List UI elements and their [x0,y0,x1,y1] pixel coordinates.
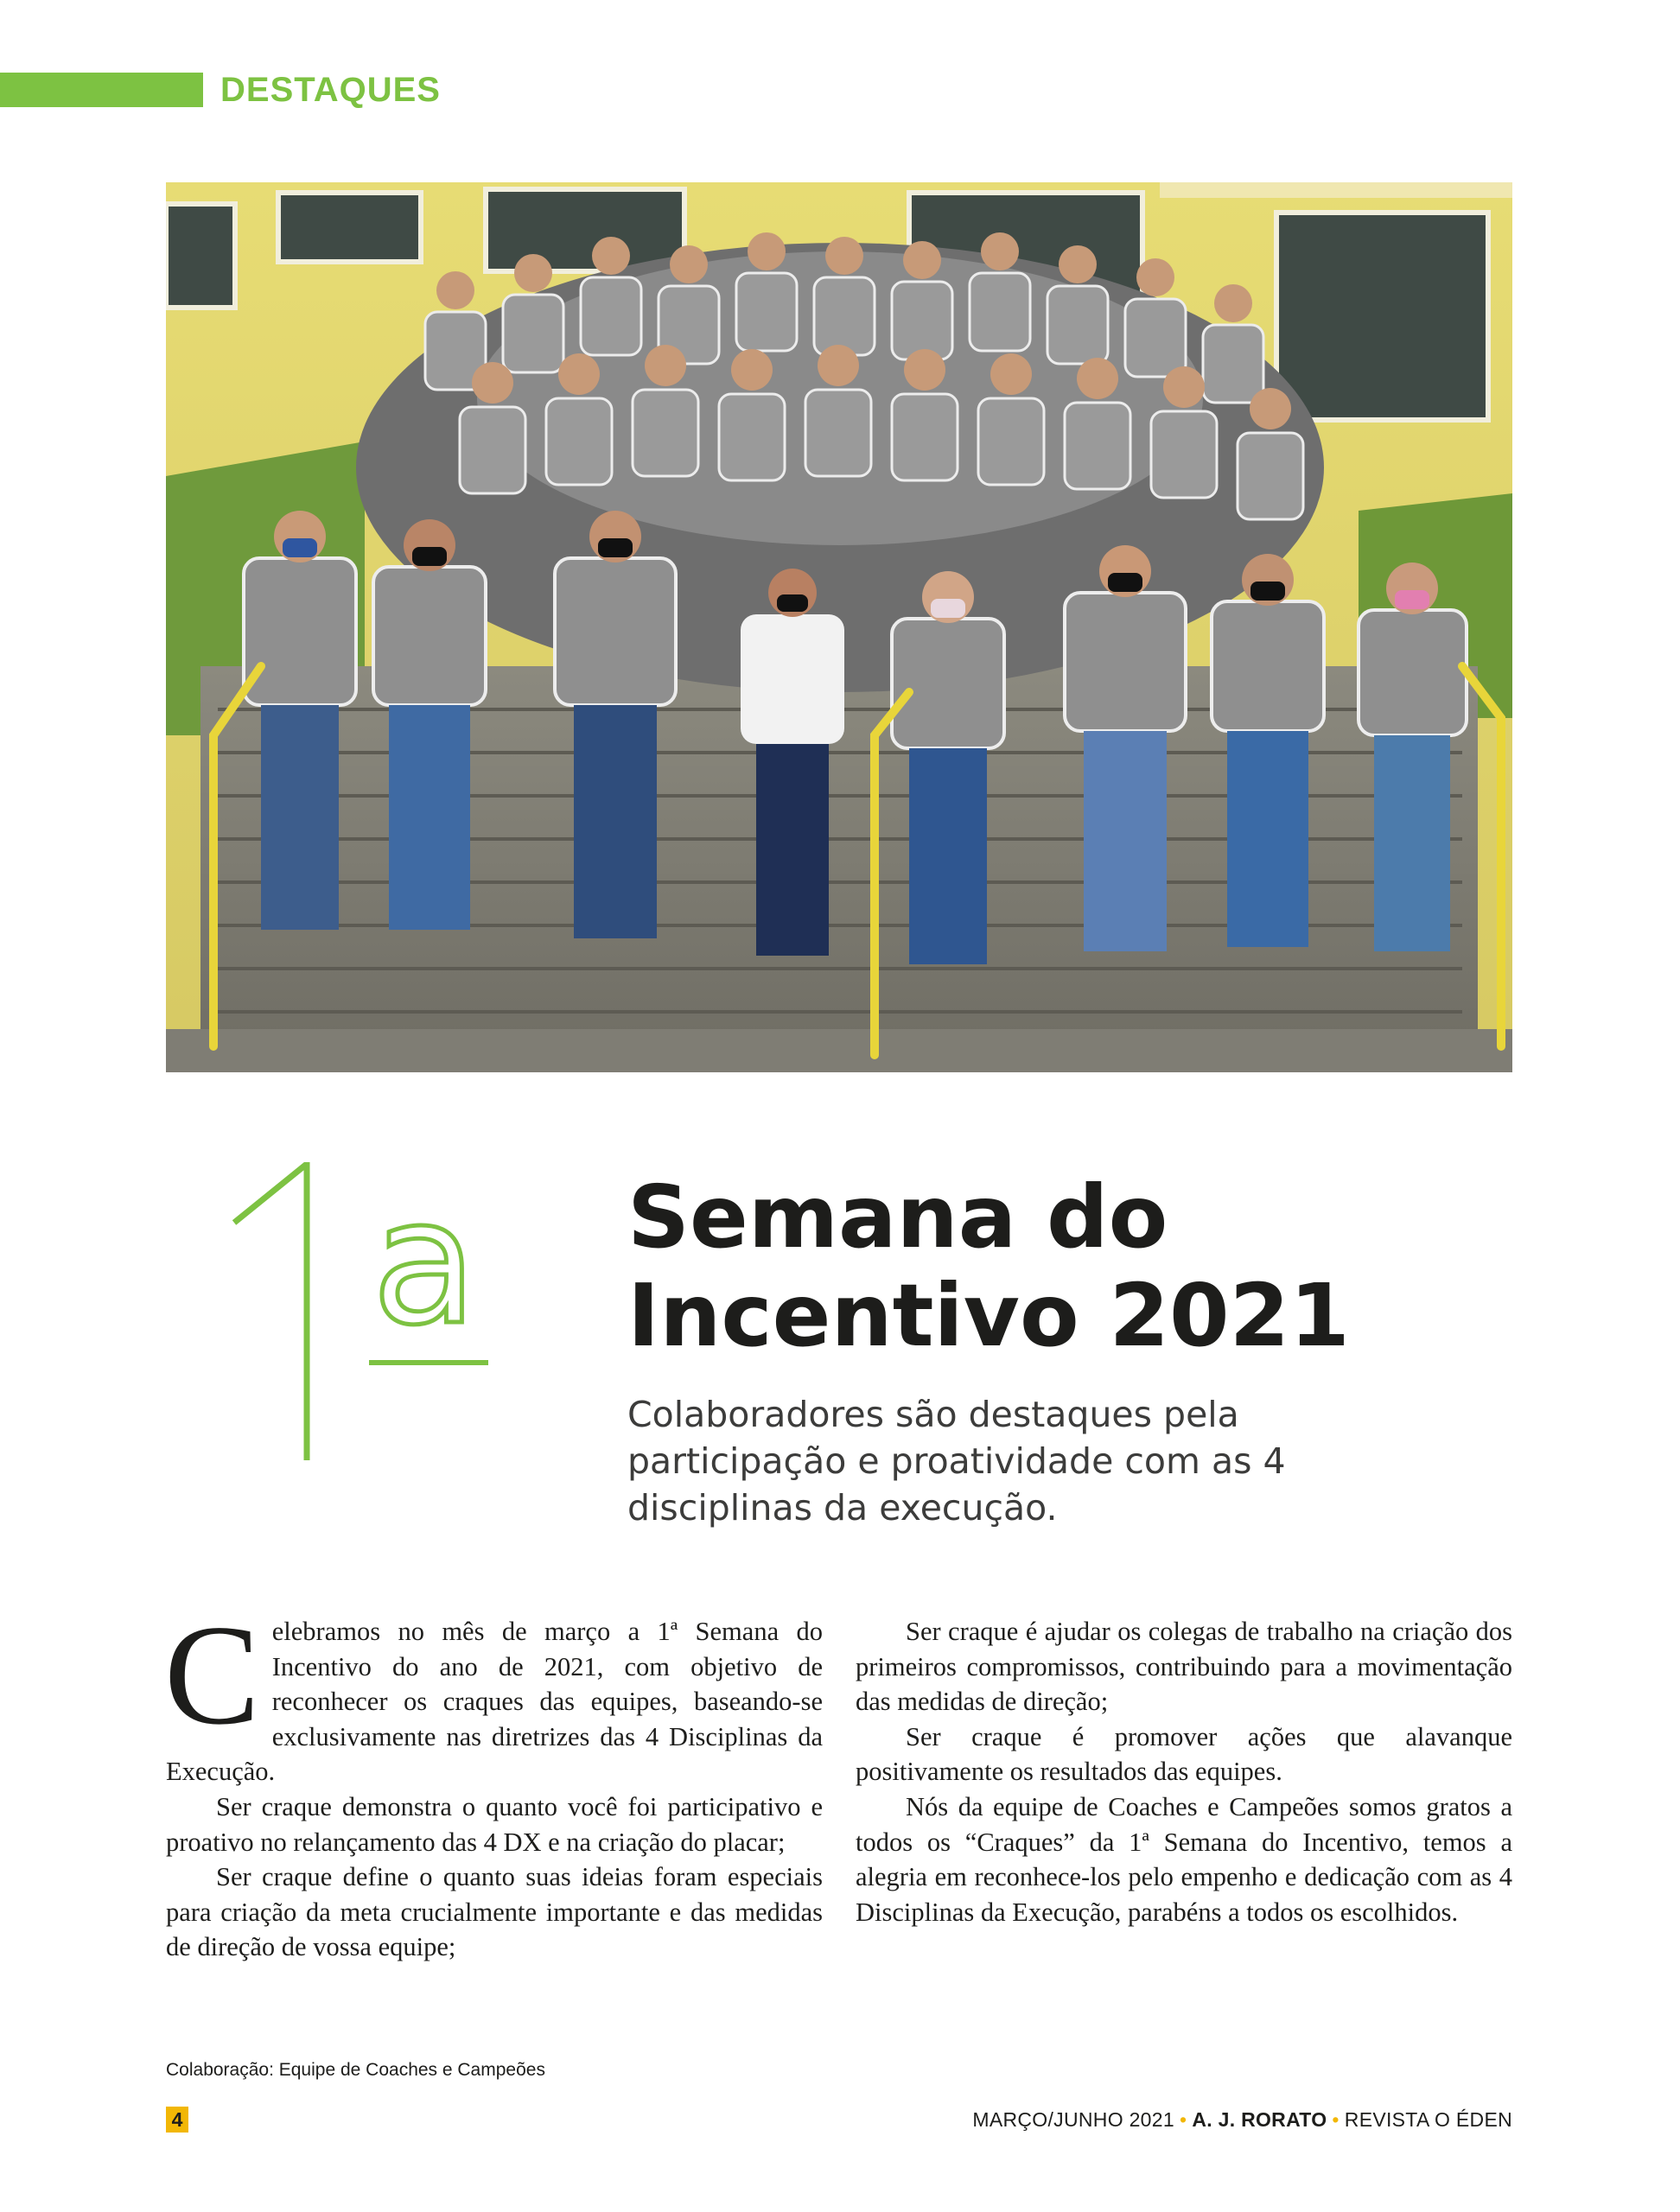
ordinal-suffix: a [372,1162,478,1363]
article-title [627,1168,1492,1365]
group-photo-illustration [166,182,1512,1072]
group-photo [166,182,1512,1072]
ordinal-1a-graphic [220,1162,506,1473]
paragraph: Nós da equipe de Coaches e Campeões somos gratos a todos os “Craques” da 1ª Semana do Incentivo, temos a alegria em reconhece-los pelo empenho e dedicação com as 4 Disciplinas da Execução, parabéns a todos os escolhidos. [856,1791,1512,1927]
paragraph: Ser craque é promover ações que alavanque positivamente os resultados das equipes. [856,1721,1512,1787]
ordinal-graphic [220,1162,506,1473]
article-column-left [164,1595,823,1965]
paragraph: Ser craque define o quanto suas ideias foram especiais para criação da meta crucialmente importante e das medidas de direção de vossa equipe; [166,1862,823,1962]
drop-cap: C [164,1595,260,1754]
footer-date: MARÇO/JUNHO 2021 [972,2108,1174,2131]
article-credit: Colaboração: Equipe de Coaches e Campeões [166,2060,545,2080]
subtitle-line-1: Colaboradores são destaques pela [627,1394,1239,1435]
section-label: DESTAQUES [220,71,441,109]
paragraph: Ser craque demonstra o quanto você foi participativo e proativo no relançamento das 4 DX e na criação do placar; [166,1791,823,1857]
paragraph [164,1595,823,1789]
bullet-icon: • [1179,2108,1187,2131]
title-line-2: Incentivo 2021 [627,1265,1350,1366]
paragraph: Ser craque é ajudar os colegas de trabalho na criação dos primeiros compromissos, contribuindo para a movimentação das medidas de direção; [856,1617,1512,1717]
article-column-right [856,1614,1512,1929]
title-line-1: Semana do [627,1166,1168,1268]
subtitle-line-3: disciplinas da execução. [627,1487,1058,1529]
bullet-icon: • [1332,2108,1340,2131]
paragraph-text: elebramos no mês de março a 1ª Semana do Incentivo do ano de 2021, com objetivo de reconhecer os craques das equipes, baseando-se exclusivamente nas diretrizes das 4 Disciplinas da Execução. [166,1617,823,1787]
page-number: 4 [166,2107,188,2133]
section-accent-bar [0,73,203,107]
page-footer [972,2108,1512,2132]
footer-magazine: REVISTA O ÉDEN [1344,2108,1512,2131]
footer-brand: A. J. RORATO [1192,2108,1327,2131]
subtitle-line-2: participação e proatividade com as 4 [627,1440,1286,1482]
article-subtitle [627,1391,1448,1531]
